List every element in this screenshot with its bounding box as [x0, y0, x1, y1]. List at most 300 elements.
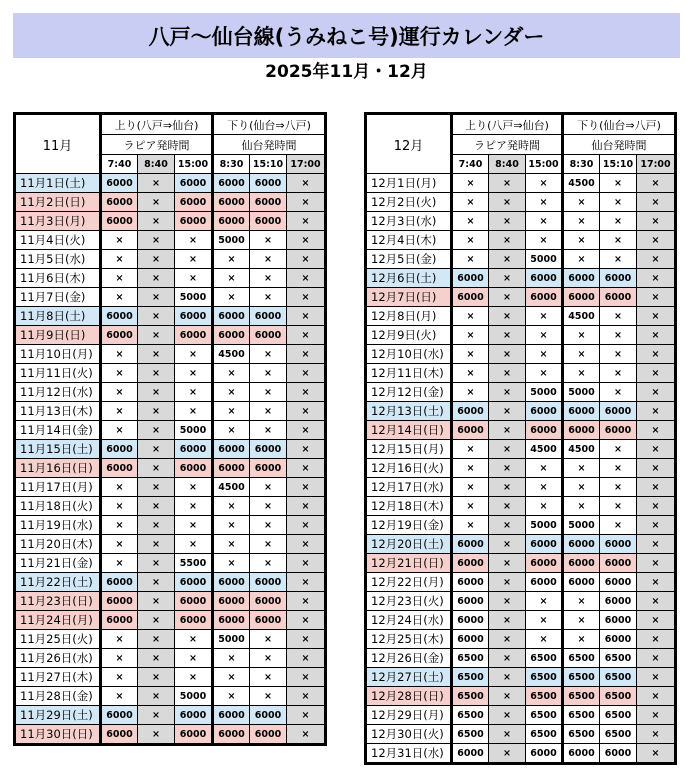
table-row [15, 326, 326, 345]
fare-cell: × [213, 649, 250, 668]
fare-cell: × [452, 326, 489, 345]
fare-cell: × [600, 497, 637, 516]
date-cell: 11月11日(火) [15, 364, 101, 383]
fare-cell: 6000 [175, 212, 213, 231]
fare-cell: 6000 [101, 307, 138, 326]
calendar-table-november [13, 112, 327, 746]
fare-cell: × [637, 402, 676, 421]
fare-cell: × [637, 649, 676, 668]
fare-cell: × [287, 554, 326, 573]
date-cell: 12月6日(土) [366, 269, 452, 288]
fare-cell: 6000 [213, 459, 250, 478]
fare-cell: 6000 [526, 744, 563, 764]
date-cell: 11月17日(月) [15, 478, 101, 497]
date-cell: 12月24日(水) [366, 611, 452, 630]
fare-cell: × [287, 611, 326, 630]
fare-cell: × [138, 288, 175, 307]
fare-cell: × [213, 668, 250, 687]
fare-cell: 6000 [452, 288, 489, 307]
time-header: 17:00 [637, 155, 676, 174]
fare-cell: × [287, 307, 326, 326]
table-row [366, 744, 676, 764]
fare-cell: × [637, 231, 676, 250]
table-row [15, 687, 326, 706]
fare-cell: × [563, 459, 600, 478]
date-cell: 11月19日(水) [15, 516, 101, 535]
date-cell: 11月21日(金) [15, 554, 101, 573]
date-cell: 11月22日(土) [15, 573, 101, 592]
fare-cell: 5000 [563, 516, 600, 535]
date-cell: 11月24日(月) [15, 611, 101, 630]
fare-cell: 6000 [101, 573, 138, 592]
fare-cell: × [101, 402, 138, 421]
date-cell: 12月22日(月) [366, 573, 452, 592]
fare-cell: 6000 [452, 630, 489, 649]
fare-cell: × [101, 364, 138, 383]
fare-cell: 6500 [600, 649, 637, 668]
fare-cell: 6000 [213, 611, 250, 630]
table-row [366, 592, 676, 611]
fare-cell: × [250, 345, 287, 364]
date-cell: 12月30日(火) [366, 725, 452, 744]
fare-cell: 6000 [563, 535, 600, 554]
fare-cell: 6000 [213, 307, 250, 326]
fare-cell: × [637, 744, 676, 764]
fare-cell: × [489, 516, 526, 535]
date-cell: 11月3日(月) [15, 212, 101, 231]
fare-cell: × [213, 687, 250, 706]
fare-cell: × [138, 497, 175, 516]
fare-cell: × [138, 212, 175, 231]
fare-cell: × [138, 478, 175, 497]
calendar-table-december [364, 112, 677, 765]
fare-cell: × [489, 326, 526, 345]
fare-cell: 6000 [250, 174, 287, 193]
table-row [366, 193, 676, 212]
fare-cell: × [526, 193, 563, 212]
date-cell: 11月6日(木) [15, 269, 101, 288]
fare-cell: × [250, 687, 287, 706]
fare-cell: 6000 [175, 326, 213, 345]
fare-cell: 6000 [452, 573, 489, 592]
fare-cell: 6000 [526, 402, 563, 421]
fare-cell: × [287, 212, 326, 231]
fare-cell: 6000 [563, 744, 600, 764]
fare-cell: × [600, 231, 637, 250]
fare-cell: 6000 [563, 421, 600, 440]
fare-cell: 6000 [452, 269, 489, 288]
fare-cell: × [138, 193, 175, 212]
up-direction-header: 上り(八戸⇒仙台) [101, 114, 213, 135]
fare-cell: 5000 [526, 383, 563, 402]
fare-cell: × [526, 497, 563, 516]
fare-cell: × [637, 516, 676, 535]
fare-cell: × [101, 649, 138, 668]
fare-cell: 6500 [600, 668, 637, 687]
fare-cell: × [526, 611, 563, 630]
fare-cell: × [101, 535, 138, 554]
fare-cell: 6000 [175, 573, 213, 592]
fare-cell: × [563, 592, 600, 611]
fare-cell: × [452, 174, 489, 193]
fare-cell: 6000 [452, 421, 489, 440]
table-row [15, 288, 326, 307]
fare-cell: × [489, 706, 526, 725]
date-cell: 12月25日(木) [366, 630, 452, 649]
fare-cell: × [600, 250, 637, 269]
fare-cell: × [452, 459, 489, 478]
fare-cell: × [637, 421, 676, 440]
month-label: 11月 [15, 114, 101, 174]
fare-cell: × [138, 459, 175, 478]
fare-cell: 6000 [526, 269, 563, 288]
date-cell: 12月9日(火) [366, 326, 452, 345]
date-cell: 11月12日(水) [15, 383, 101, 402]
fare-cell: × [175, 535, 213, 554]
date-cell: 11月5日(水) [15, 250, 101, 269]
fare-cell: × [213, 383, 250, 402]
fare-cell: 6000 [175, 193, 213, 212]
fare-cell: × [101, 288, 138, 307]
fare-cell: × [526, 326, 563, 345]
fare-cell: × [101, 478, 138, 497]
fare-cell: 6500 [600, 725, 637, 744]
fare-cell: × [101, 269, 138, 288]
time-header: 15:00 [526, 155, 563, 174]
fare-cell: × [489, 440, 526, 459]
fare-cell: 6000 [175, 611, 213, 630]
table-row [15, 478, 326, 497]
table-row [15, 535, 326, 554]
table-row [366, 478, 676, 497]
fare-cell: 6000 [526, 573, 563, 592]
fare-cell: × [489, 535, 526, 554]
date-cell: 12月16日(火) [366, 459, 452, 478]
fare-cell: 6000 [101, 459, 138, 478]
date-cell: 11月18日(火) [15, 497, 101, 516]
fare-cell: 6000 [526, 421, 563, 440]
fare-cell: × [489, 231, 526, 250]
fare-cell: × [452, 516, 489, 535]
fare-cell: × [138, 402, 175, 421]
fare-cell: 4500 [563, 307, 600, 326]
fare-cell: × [600, 364, 637, 383]
table-row [15, 307, 326, 326]
date-cell: 12月26日(金) [366, 649, 452, 668]
date-cell: 12月14日(日) [366, 421, 452, 440]
fare-cell: × [489, 611, 526, 630]
table-row [366, 706, 676, 725]
fare-cell: × [489, 649, 526, 668]
table-row [366, 573, 676, 592]
fare-cell: × [287, 497, 326, 516]
table-row [15, 668, 326, 687]
fare-cell: 6000 [600, 744, 637, 764]
table-row [366, 630, 676, 649]
fare-cell: × [637, 383, 676, 402]
fare-cell: × [138, 307, 175, 326]
month-label: 12月 [366, 114, 452, 174]
fare-cell: 6000 [600, 611, 637, 630]
fare-cell: 6500 [452, 668, 489, 687]
fare-cell: × [213, 269, 250, 288]
fare-cell: × [563, 193, 600, 212]
fare-cell: × [637, 592, 676, 611]
table-row [15, 402, 326, 421]
fare-cell: × [287, 459, 326, 478]
fare-cell: × [526, 459, 563, 478]
table-row [366, 231, 676, 250]
fare-cell: × [213, 364, 250, 383]
date-cell: 12月10日(水) [366, 345, 452, 364]
time-header: 15:00 [175, 155, 213, 174]
table-row [366, 250, 676, 269]
fare-cell: 6000 [213, 326, 250, 345]
table-row [366, 725, 676, 744]
fare-cell: × [637, 459, 676, 478]
fare-cell: 6500 [526, 668, 563, 687]
fare-cell: × [489, 288, 526, 307]
fare-cell: 6500 [526, 706, 563, 725]
fare-cell: × [637, 725, 676, 744]
fare-cell: × [213, 250, 250, 269]
table-row [366, 307, 676, 326]
fare-cell: × [489, 269, 526, 288]
fare-cell: 6000 [563, 288, 600, 307]
fare-cell: 6000 [250, 326, 287, 345]
fare-cell: 6000 [101, 725, 138, 745]
fare-cell: × [138, 630, 175, 649]
fare-cell: × [600, 345, 637, 364]
table-row [15, 440, 326, 459]
fare-cell: 6000 [101, 212, 138, 231]
fare-cell: 6000 [250, 459, 287, 478]
date-cell: 11月13日(木) [15, 402, 101, 421]
table-row [15, 193, 326, 212]
table-row [366, 383, 676, 402]
time-header: 15:10 [250, 155, 287, 174]
fare-cell: × [175, 269, 213, 288]
up-departure-header: ラピア発時間 [452, 135, 563, 155]
fare-cell: 4500 [213, 345, 250, 364]
time-header: 8:40 [489, 155, 526, 174]
fare-cell: × [452, 497, 489, 516]
table-row [15, 383, 326, 402]
table-row [15, 497, 326, 516]
fare-cell: 6000 [600, 421, 637, 440]
table-row [15, 421, 326, 440]
fare-cell: × [175, 231, 213, 250]
fare-cell: × [600, 478, 637, 497]
fare-cell: × [600, 383, 637, 402]
fare-cell: 6000 [213, 706, 250, 725]
fare-cell: × [637, 573, 676, 592]
fare-cell: 6000 [101, 193, 138, 212]
fare-cell: × [175, 497, 213, 516]
table-row [366, 421, 676, 440]
fare-cell: × [175, 516, 213, 535]
fare-cell: × [637, 611, 676, 630]
fare-cell: × [526, 174, 563, 193]
fare-cell: 6000 [600, 402, 637, 421]
fare-cell: × [287, 364, 326, 383]
fare-cell: 6000 [101, 592, 138, 611]
fare-cell: 6000 [101, 706, 138, 725]
fare-cell: × [563, 326, 600, 345]
fare-cell: × [138, 231, 175, 250]
fare-cell: × [452, 231, 489, 250]
fare-cell: × [250, 421, 287, 440]
fare-cell: × [287, 288, 326, 307]
fare-cell: × [138, 345, 175, 364]
fare-cell: × [637, 326, 676, 345]
fare-cell: 6000 [175, 706, 213, 725]
table-row [366, 668, 676, 687]
fare-cell: × [489, 554, 526, 573]
fare-cell: × [287, 725, 326, 745]
fare-cell: × [287, 421, 326, 440]
fare-cell: × [637, 478, 676, 497]
fare-cell: × [287, 630, 326, 649]
fare-cell: × [452, 212, 489, 231]
table-row [15, 250, 326, 269]
fare-cell: × [489, 212, 526, 231]
fare-cell: × [138, 250, 175, 269]
fare-cell: 6000 [600, 630, 637, 649]
fare-cell: 6000 [175, 592, 213, 611]
date-cell: 11月27日(木) [15, 668, 101, 687]
fare-cell: × [600, 459, 637, 478]
fare-cell: 5000 [175, 687, 213, 706]
fare-cell: × [138, 706, 175, 725]
fare-cell: 6000 [250, 307, 287, 326]
fare-cell: × [563, 250, 600, 269]
fare-cell: × [213, 535, 250, 554]
fare-cell: × [452, 307, 489, 326]
fare-cell: × [600, 212, 637, 231]
fare-cell: × [563, 364, 600, 383]
date-cell: 12月12日(金) [366, 383, 452, 402]
fare-cell: × [526, 478, 563, 497]
fare-cell: 4500 [213, 478, 250, 497]
fare-cell: × [526, 307, 563, 326]
fare-cell: 6000 [452, 744, 489, 764]
table-row [15, 174, 326, 193]
fare-cell: 6000 [213, 725, 250, 745]
date-cell: 11月8日(土) [15, 307, 101, 326]
table-row [15, 345, 326, 364]
fare-cell: × [526, 364, 563, 383]
date-cell: 12月19日(金) [366, 516, 452, 535]
page-title: 八戸～仙台線(うみねこ号)運行カレンダー [13, 13, 680, 58]
fare-cell: × [138, 668, 175, 687]
fare-cell: × [250, 383, 287, 402]
fare-cell: × [489, 630, 526, 649]
fare-cell: × [489, 497, 526, 516]
fare-cell: 5000 [526, 516, 563, 535]
fare-cell: × [637, 345, 676, 364]
fare-cell: × [452, 383, 489, 402]
fare-cell: × [637, 440, 676, 459]
fare-cell: × [213, 402, 250, 421]
fare-cell: 6000 [250, 725, 287, 745]
fare-cell: 6000 [213, 592, 250, 611]
down-direction-header: 下り(仙台⇒八戸) [213, 114, 326, 135]
fare-cell: × [287, 402, 326, 421]
fare-cell: 6000 [250, 440, 287, 459]
fare-cell: × [287, 345, 326, 364]
fare-cell: × [489, 687, 526, 706]
fare-cell: × [138, 440, 175, 459]
fare-cell: × [489, 744, 526, 764]
fare-cell: 6500 [526, 687, 563, 706]
date-cell: 11月9日(日) [15, 326, 101, 345]
fare-cell: × [138, 269, 175, 288]
table-row [15, 592, 326, 611]
fare-cell: × [287, 478, 326, 497]
time-header: 7:40 [101, 155, 138, 174]
fare-cell: × [489, 592, 526, 611]
fare-cell: × [101, 231, 138, 250]
fare-cell: × [175, 345, 213, 364]
fare-cell: × [526, 212, 563, 231]
fare-cell: 6000 [452, 611, 489, 630]
fare-cell: × [287, 592, 326, 611]
time-header: 7:40 [452, 155, 489, 174]
fare-cell: × [175, 668, 213, 687]
fare-cell: 6000 [526, 535, 563, 554]
fare-cell: × [250, 554, 287, 573]
fare-cell: × [287, 250, 326, 269]
fare-cell: × [101, 421, 138, 440]
date-cell: 12月3日(水) [366, 212, 452, 231]
fare-cell: × [637, 668, 676, 687]
fare-cell: 6000 [563, 402, 600, 421]
fare-cell: 5000 [563, 383, 600, 402]
fare-cell: 6000 [563, 269, 600, 288]
fare-cell: × [637, 269, 676, 288]
table-row [15, 212, 326, 231]
fare-cell: 6000 [600, 592, 637, 611]
time-header: 17:00 [287, 155, 326, 174]
table-row [15, 630, 326, 649]
date-cell: 12月31日(水) [366, 744, 452, 764]
fare-cell: × [489, 345, 526, 364]
table-row [366, 497, 676, 516]
table-row [366, 535, 676, 554]
up-departure-header: ラピア発時間 [101, 135, 213, 155]
fare-cell: × [637, 307, 676, 326]
fare-cell: 6000 [175, 459, 213, 478]
fare-cell: × [489, 573, 526, 592]
down-direction-header: 下り(仙台⇒八戸) [563, 114, 676, 135]
fare-cell: 6000 [600, 573, 637, 592]
fare-cell: 6000 [213, 440, 250, 459]
fare-cell: 6000 [250, 706, 287, 725]
fare-cell: × [287, 231, 326, 250]
fare-cell: × [138, 611, 175, 630]
fare-cell: × [175, 402, 213, 421]
date-cell: 11月30日(日) [15, 725, 101, 745]
fare-cell: 6000 [526, 288, 563, 307]
fare-cell: × [600, 326, 637, 345]
fare-cell: × [637, 706, 676, 725]
time-header: 15:10 [600, 155, 637, 174]
table-row [366, 611, 676, 630]
fare-cell: 6500 [452, 687, 489, 706]
fare-cell: 6000 [452, 535, 489, 554]
fare-cell: × [138, 326, 175, 345]
